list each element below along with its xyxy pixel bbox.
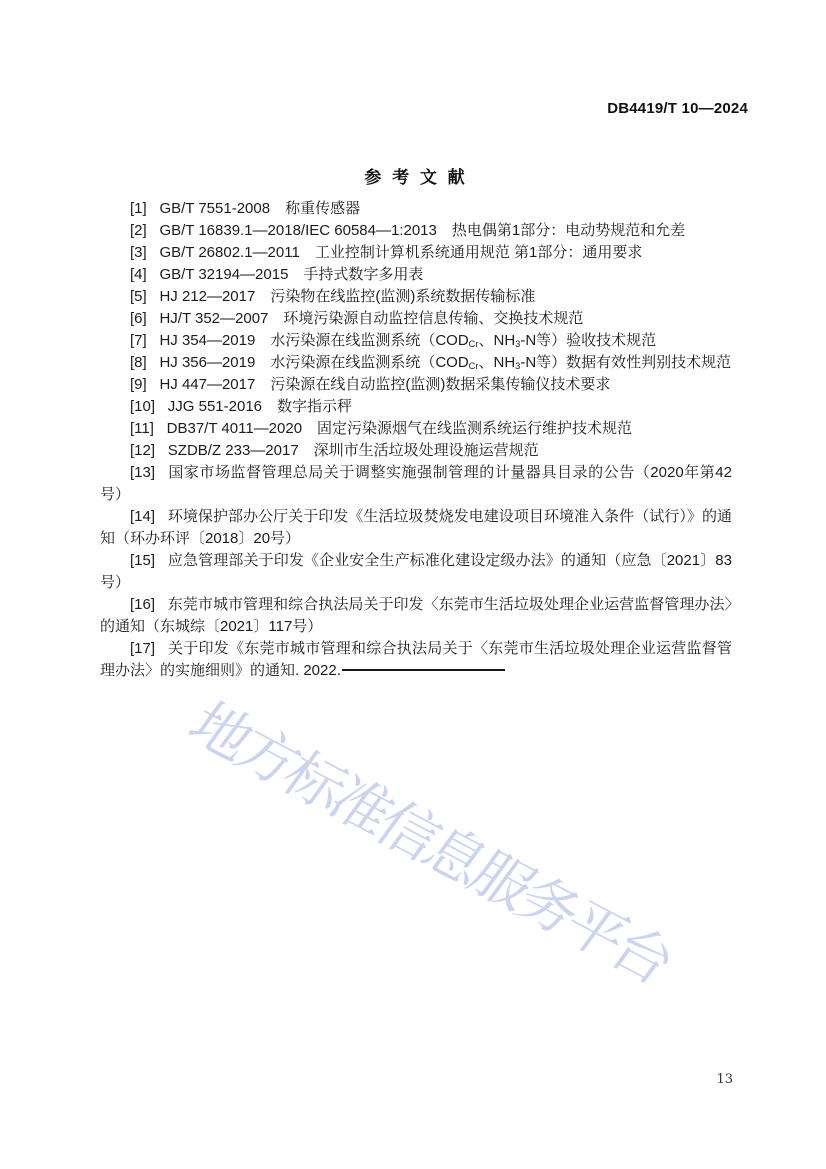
reference-number: [6] [130,310,147,327]
reference-item [100,440,732,462]
reference-number: [1] [130,200,147,217]
reference-text-subscript: 3 [515,360,521,371]
reference-item [100,418,732,440]
reference-text: HJ 212—2017 污染物在线监控(监测)系统数据传输标准 [159,288,536,305]
reference-text: HJ 447—2017 污染源在线自动监控(监测)数据采集传输仪技术要求 [159,376,611,393]
reference-number: [9] [130,376,147,393]
watermark-text: 地方标准信息服务平台 [176,691,684,994]
end-of-document-divider [342,669,505,671]
reference-text: HJ 354—2019 水污染源在线监测系统（COD [159,332,469,349]
reference-number: [11] [130,420,154,437]
reference-item [100,506,732,550]
page-number: 13 [716,1072,733,1087]
reference-text-subscript: 3 [515,338,521,349]
reference-number: [7] [130,332,147,349]
reference-list [100,198,732,682]
reference-text: 环境保护部办公厅关于印发《生活垃圾焚烧发电建设项目环境准入条件（试行）》的通知（环办环评〔2018〕20号） [100,508,732,547]
reference-text: 东莞市城市管理和综合执法局关于印发〈东莞市生活垃圾处理企业运营监督管理办法〉的通知（东城综〔2021〕117号） [100,596,732,635]
reference-number: [8] [130,354,147,371]
reference-item [100,594,732,638]
reference-number: [4] [130,266,147,283]
page-content [100,168,732,682]
reference-item [100,396,732,418]
reference-number: [5] [130,288,147,305]
reference-text: GB/T 32194—2015 手持式数字多用表 [159,266,424,283]
page-title: 参 考 文 献 [364,168,468,187]
reference-number: [3] [130,244,147,261]
reference-text: HJ/T 352—2007 环境污染源自动监控信息传输、交换技术规范 [159,310,584,327]
reference-text: GB/T 26802.1—2011 工业控制计算机系统通用规范 第1部分：通用要求 [159,244,643,261]
reference-number: [17] [130,640,156,657]
reference-item [100,264,732,286]
reference-text: GB/T 16839.1—2018/IEC 60584—1:2013 热电偶第1部分：电动势规范和允差 [159,222,686,239]
reference-text-subscript: Cr [468,360,479,371]
reference-text-subscript: Cr [468,338,479,349]
reference-item [100,374,732,396]
reference-number: [10] [130,398,156,415]
reference-text: 、NH [478,332,516,349]
reference-text: -N等）验收技术规范 [520,332,657,349]
reference-number: [12] [130,442,156,459]
reference-text: JJG 551-2016 数字指示秤 [167,398,353,415]
reference-text: -N等）数据有效性判别技术规范 [520,354,732,371]
reference-number: [16] [130,596,156,613]
reference-item [100,550,732,594]
reference-number: [14] [130,508,156,525]
reference-text: GB/T 7551-2008 称重传感器 [159,200,361,217]
reference-item [100,220,732,242]
reference-item [100,242,732,264]
reference-item [100,638,732,682]
reference-number: [15] [130,552,156,569]
reference-text: 关于印发《东莞市城市管理和综合执法局关于〈东莞市生活垃圾处理企业运营监督管理办法〉的实施细则》的通知. 2022. [100,640,732,679]
reference-number: [2] [130,222,147,239]
reference-text: 、NH [478,354,516,371]
standard-code-header: DB4419/T 10—2024 [607,100,748,117]
reference-number: [13] [130,464,156,481]
reference-text: 应急管理部关于印发《企业安全生产标准化建设定级办法》的通知（应急〔2021〕83号） [100,552,732,591]
reference-text: 国家市场监督管理总局关于调整实施强制管理的计量器具目录的公告（2020年第42号） [100,464,732,503]
reference-item [100,352,732,374]
reference-item [100,198,732,220]
reference-item [100,286,732,308]
reference-item [100,462,732,506]
reference-text: SZDB/Z 233—2017 深圳市生活垃圾处理设施运营规范 [167,442,539,459]
reference-text: HJ 356—2019 水污染源在线监测系统（COD [159,354,469,371]
reference-item [100,308,732,330]
reference-item [100,330,732,352]
reference-text: DB37/T 4011—2020 固定污染源烟气在线监测系统运行维护技术规范 [166,420,633,437]
